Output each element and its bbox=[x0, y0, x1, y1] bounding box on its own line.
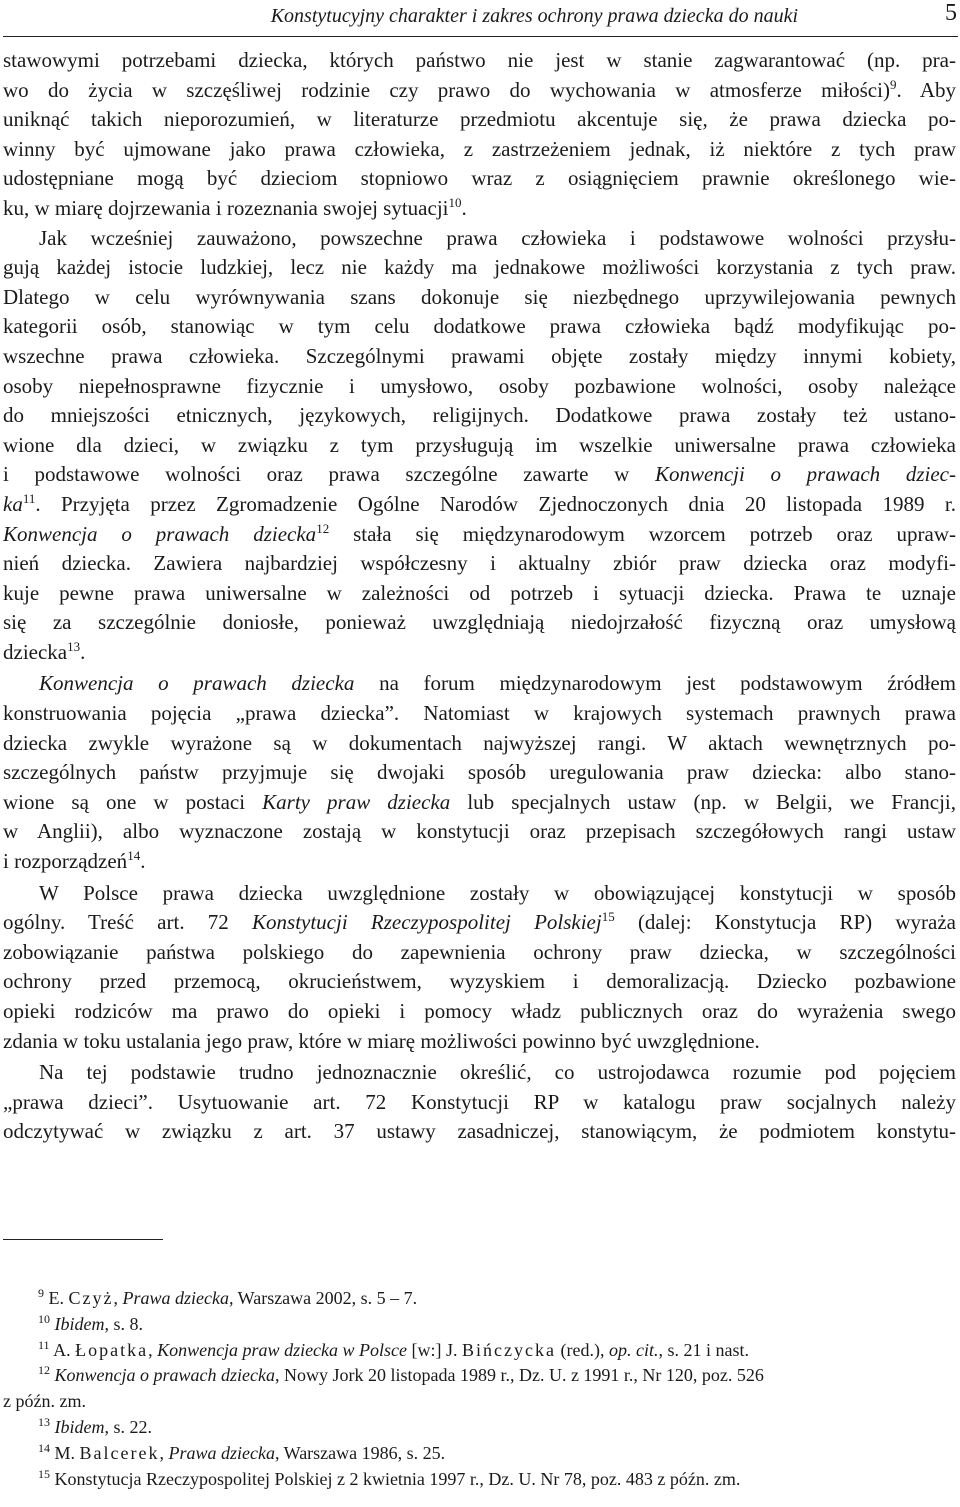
text-line: udostępniane mogą być dzieciom stopniowo wraz z osiągnięciem prawnie określonego wie- bbox=[3, 166, 956, 191]
footnote-ref: 15 bbox=[601, 909, 615, 925]
text-line: Na tej podstawie trudno jednoznacznie określić, co ustrojodawca rozumie pod pojęciem bbox=[39, 1060, 956, 1085]
text-line: dziecka$^{13}$. bbox=[3, 638, 86, 664]
text-line: Dlatego w celu wyrównywania szans dokonuje się niezbędnego uprzywilejowania pewnych bbox=[3, 284, 956, 309]
text-line: Konwencja o prawach dziecka$^{12}$ stała się międzynarodowym wzorcem potrzeb oraz upraw- bbox=[3, 520, 956, 546]
text-line: kategorii osób, stanowiąc w tym celu dodatkowe prawa człowieka bądź modyfikując po- bbox=[3, 314, 956, 339]
text-line: ku, w miarę dojrzewania i rozeznania swojej sytuacji$^{10}$. bbox=[3, 194, 467, 220]
text-line: ochrony przed przemocą, okrucieństwem, wyzyskiem i demoralizacją. Dziecko pozbawione bbox=[3, 969, 956, 994]
text-line: osoby niepełnosprawne fizycznie i umysłowo, osoby pozbawione wolności, osoby należące bbox=[3, 373, 956, 398]
running-title: Konstytucyjny charakter i zakres ochrony prawa dziecka do nauki bbox=[270, 5, 798, 27]
footnote: $^{13}$ Ibidem, s. 22. bbox=[38, 1414, 152, 1437]
text-line: W Polsce prawa dziecka uwzględnione zostały w obowiązującej konstytucji w sposób bbox=[39, 880, 956, 905]
footnote: z późn. zm. bbox=[3, 1391, 86, 1412]
text-line: i rozporządzeń$^{14}$. bbox=[3, 848, 146, 874]
footnote: $^{12}$ Konwencja o prawach dziecka, Nowy Jork 20 listopada 1989 r., Dz. U. z 1991 r., Nr 120, poz. 526 bbox=[38, 1363, 764, 1386]
text-line: wione dla dzieci, w związku z tym przysługują im wszelkie uniwersalne prawa człowieka bbox=[3, 432, 956, 457]
running-header bbox=[0, 0, 960, 34]
footnote: $^{15}$ Konstytucja Rzeczypospolitej Polskiej z 2 kwietnia 1997 r., Dz. U. Nr 78, poz. 483 z późn. zm. bbox=[38, 1466, 741, 1489]
footnote-ref: 9 bbox=[889, 76, 897, 92]
text-line: uniknąć takich nieporozumień, w literaturze przedmiotu akcentuje się, że prawa dziecka po- bbox=[3, 107, 956, 132]
text-line: Konwencja o prawach dziecka na forum międzynarodowym jest podstawowym źródłem bbox=[39, 671, 956, 696]
text-line: wszechne prawa człowieka. Szczególnymi prawami objęte zostały między innymi kobiety, bbox=[3, 343, 956, 368]
footnote-ref: 14 bbox=[127, 848, 141, 864]
footnote-ref: 11 bbox=[22, 490, 36, 506]
text-line: w Anglii), albo wyznaczone zostają w konstytucji oraz przepisach szczegółowych rangi ustaw bbox=[3, 819, 956, 844]
footnotes bbox=[3, 1286, 956, 1492]
text-line: odczytywać w związku z art. 37 ustawy zasadniczej, stanowiącym, że podmiotem konstytu- bbox=[3, 1119, 956, 1144]
text-line: winny być ujmowane jako prawa człowieka, z zastrzeżeniem jednak, iż niektóre z tych praw bbox=[3, 136, 956, 161]
text-line: opieki rodziców ma prawo do opieki i pomocy władz publicznych oraz do wyrażenia swego bbox=[3, 999, 956, 1023]
footnote: $^{14}$ M. Balcerek, Prawa dziecka, Warszawa 1986, s. 25. bbox=[38, 1440, 446, 1463]
text-line: do mniejszości etnicznych, językowych, religijnych. Dodatkowe prawa zostały też ustano- bbox=[3, 403, 956, 428]
text-line: i podstawowe wolności oraz prawa szczególne zawarte w Konwencji o prawach dziec- bbox=[3, 462, 956, 487]
text-line: $ka^{11}$. Przyjęta przez Zgromadzenie Ogólne Narodów Zjednoczonych dnia 20 listopada 1989 r. bbox=[3, 490, 956, 516]
footnote: $^{10}$ Ibidem, s. 8. bbox=[38, 1311, 143, 1334]
footnote-ref: 13 bbox=[67, 638, 81, 654]
text-line: konstruowania pojęcia „prawa dziecka”. Natomiast w krajowych systemach prawnych prawa bbox=[3, 701, 956, 726]
text-line: dziecka zwykle wyrażone są w dokumentach najwyższej rangi. W aktach wewnętrznych po- bbox=[3, 730, 956, 755]
footnote-ref: 10 bbox=[448, 194, 462, 210]
text-line: stawowymi potrzebami dziecka, których państwo nie jest w stanie zagwarantować (np. pra- bbox=[3, 48, 956, 72]
text-line: nień dziecka. Zawiera najbardziej współczesny i aktualny zbiór praw dziecka oraz modyfi- bbox=[3, 551, 956, 576]
footnote: $^{11}$ A. Łopatka, Konwencja praw dziecka w Polsce [w:] J. Bińczycka (red.), op. cit., s. 21 i nast. bbox=[38, 1337, 749, 1360]
footnote: $^9$ E. Czyż, Prawa dziecka, Warszawa 2002, s. 5 – 7. bbox=[38, 1286, 418, 1308]
text-line: zdania w toku ustalania jego praw, które w miarę możliwości powinno być uwzględnione. bbox=[3, 1028, 760, 1053]
text-line: „prawa dzieci”. Usytuowanie art. 72 Konstytucji RP w katalogu praw socjalnych należy bbox=[3, 1089, 956, 1114]
text-line: zobowiązanie państwa polskiego do zapewnienia ochrony praw dziecka, w szczególności bbox=[3, 939, 956, 964]
body-text bbox=[3, 46, 956, 1147]
text-line: kuje pewne prawa uniwersalne w zależności od potrzeb i sytuacji dziecka. Prawa te uznaje bbox=[3, 580, 956, 605]
text-line: ogólny. Treść art. 72 Konstytucji Rzeczypospolitej Polskiej$^{15}$ (dalej: Konstytucja RP) wyraża bbox=[3, 909, 956, 935]
text-line: gują każdej istocie ludzkiej, lecz nie każdy ma jednakowe możliwości korzystania z tych praw. bbox=[3, 255, 956, 280]
page-number: 5 bbox=[945, 0, 957, 26]
text-line: wo do życia w szczęśliwej rodzinie czy prawo do wychowania w atmosferze miłości)$^9$. Aby bbox=[3, 76, 956, 102]
footnote-ref: 12 bbox=[316, 520, 330, 536]
header-rule bbox=[3, 36, 958, 37]
text-line: Jak wcześniej zauważono, powszechne prawa człowieka i podstawowe wolności przysłu- bbox=[39, 225, 956, 250]
text-line: szczególnych państw przyjmuje się dwojaki sposób uregulowania praw dziecka: albo stano- bbox=[3, 760, 956, 785]
text-line: się za szczególnie doniosłe, ponieważ uwzględniają niedojrzałość fizyczną oraz umysłową bbox=[3, 610, 956, 635]
footnote-rule bbox=[3, 1239, 163, 1240]
text-line: wione są one w postaci Karty praw dziecka lub specjalnych ustaw (np. w Belgii, we Francji, bbox=[3, 789, 956, 814]
